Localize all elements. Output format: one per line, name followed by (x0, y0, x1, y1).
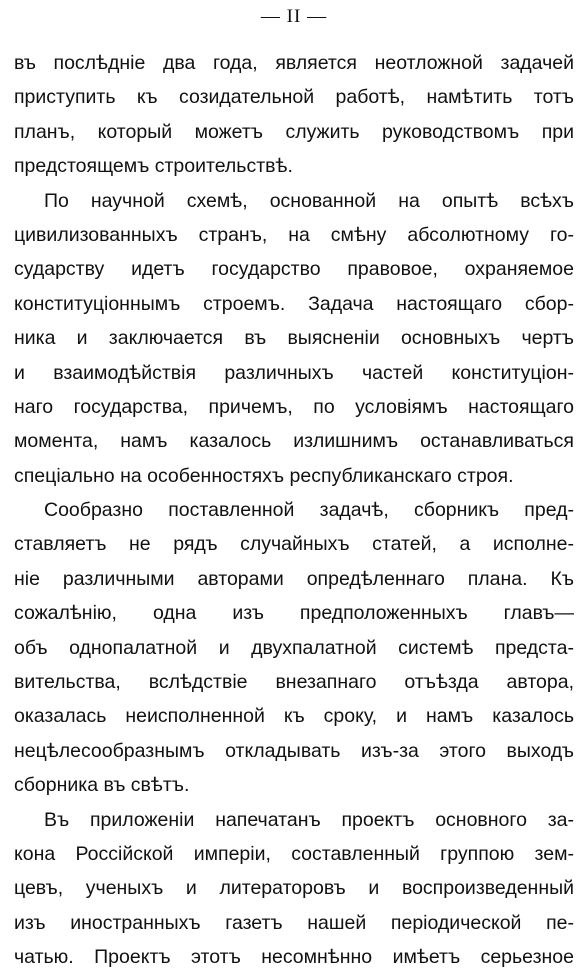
text-line: Сообразно поставленной задачѣ, сборникъ пред- (44, 499, 574, 522)
text-line: ніе различными авторами опредѣленнаго плана. Къ (14, 567, 574, 590)
body-text (14, 46, 574, 975)
text-line: объ однопалатной и двухпалатной системѣ предста- (14, 636, 574, 659)
text-line: По научной схемѣ, основанной на опытѣ всѣхъ (44, 189, 574, 212)
text-line: приступить къ созидательной работѣ, намѣтить тотъ (14, 86, 574, 109)
text-line: сударству идетъ государство правовое, охраняемое (14, 258, 574, 281)
text-line: и взаимодѣйствія различныхъ частей конституціон- (14, 361, 574, 384)
text-line: конституціоннымъ строемъ. Задача настоящаго сбор- (14, 292, 574, 315)
text-line: оказалась неисполненной къ сроку, и намъ казалось (14, 705, 574, 728)
text-line: сожалѣнію, одна изъ предположенныхъ главъ— (14, 602, 574, 625)
text-line: нецѣлесообразнымъ откладывать изъ-за этого выходъ (14, 739, 574, 762)
text-line: ника и заключается въ выясненіи основныхъ чертъ (14, 327, 574, 350)
text-line: изъ иностранныхъ газетъ нашей періодической пе- (14, 911, 574, 934)
text-line: цивилизованныхъ странъ, на смѣну абсолютному го- (14, 223, 574, 246)
text-line: чатью. Проектъ этотъ несомнѣнно имѣетъ серьезное (14, 946, 574, 969)
text-line: въ послѣдніе два года, является неотложной задачей (14, 52, 574, 74)
text-line: наго государства, причемъ, по условіямъ настоящаго (14, 395, 574, 418)
text-line: вительства, вслѣдствіе внезапнаго отъѣзда автора, (14, 671, 574, 694)
text-line: ставляетъ не рядъ случайныхъ статей, а исполне- (14, 533, 574, 556)
text-line: предстоящемъ строительствѣ. (14, 155, 293, 178)
text-line: Въ приложеніи напечатанъ проектъ основного за- (44, 808, 574, 831)
text-line: спеціально на особенностяхъ республиканскаго строя. (14, 464, 514, 487)
text-line: сборника въ свѣтъ. (14, 774, 190, 797)
text-line: момента, намъ казалось излишнимъ останавливаться (14, 430, 574, 453)
page-number: — II — (260, 6, 328, 27)
text-line: планъ, который можетъ служить руководствомъ при (14, 120, 574, 143)
text-line: цевъ, ученыхъ и литераторовъ и воспроизведенный (14, 877, 574, 900)
text-line: кона Россійской имперіи, составленный группою зем- (14, 842, 574, 865)
